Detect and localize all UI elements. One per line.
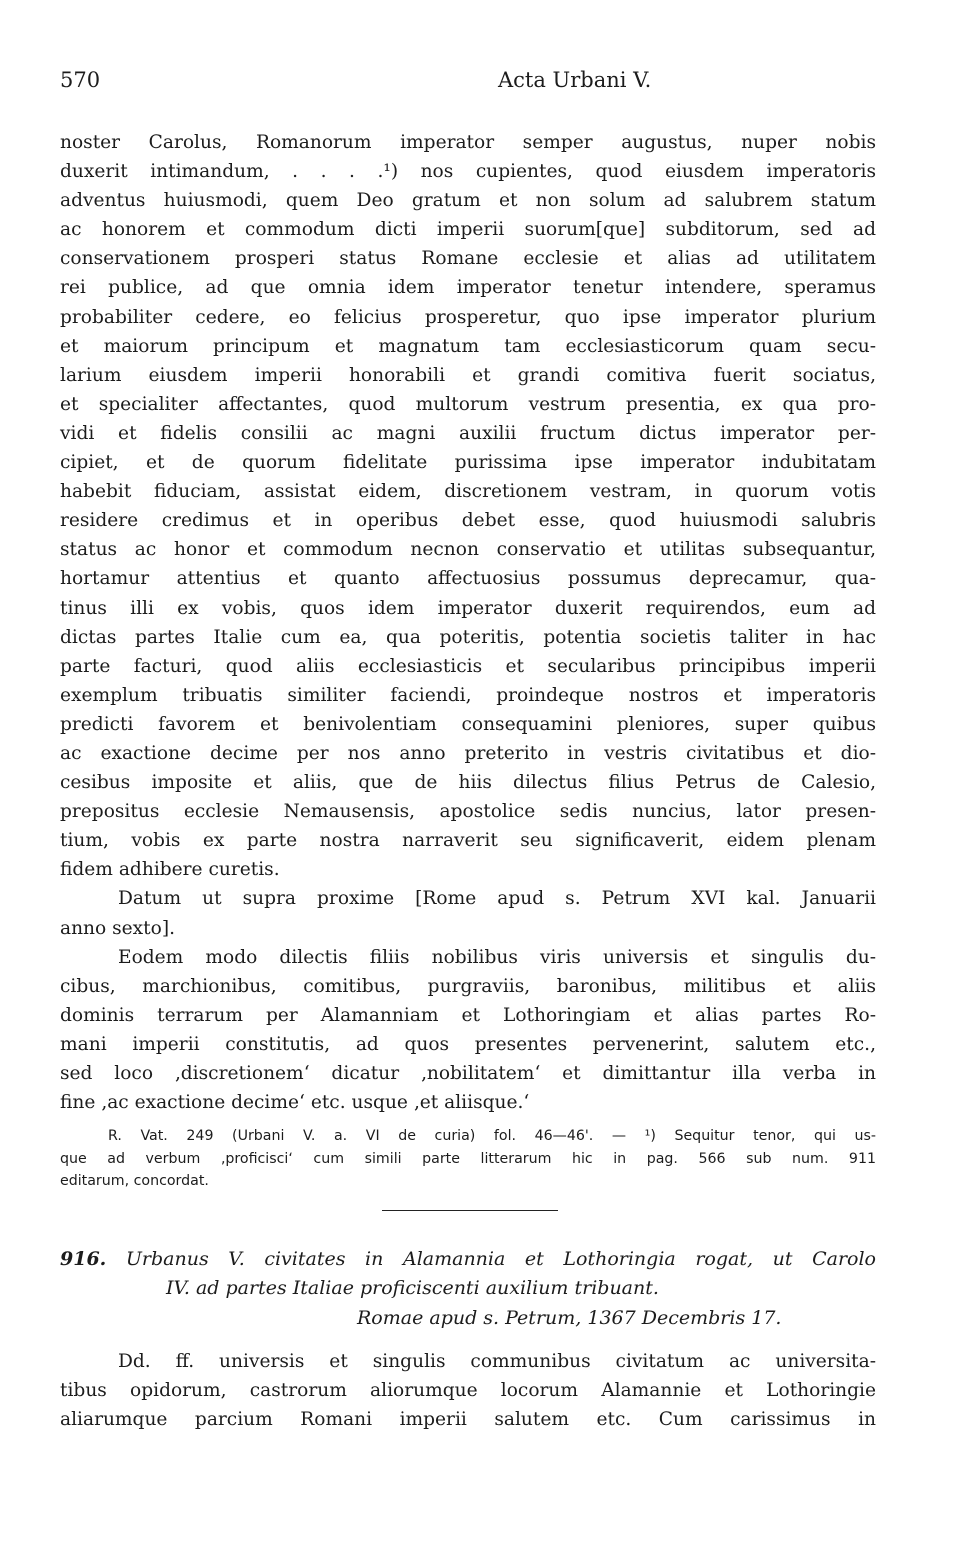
text-line: status ac honor et commodum necnon conservatio et utilitas subsequantur, bbox=[60, 539, 876, 561]
text-line: cesibus imposite et aliis, que de hiis dilectus filius Petrus de Calesio, bbox=[60, 772, 876, 794]
text-line: tium, vobis ex parte nostra narraverit seu significaverit, eidem plenam bbox=[60, 830, 876, 852]
text-line: parte facturi, quod aliis ecclesiasticis et secularibus principibus imperii bbox=[60, 655, 876, 677]
text-line: et maiorum principum et magnatum tam ecclesiasticorum quam secu- bbox=[60, 335, 876, 357]
text-line: predicti favorem et benivolentiam consequamini pleniores, super quibus bbox=[60, 713, 876, 735]
footnote bbox=[60, 1125, 876, 1193]
entry-heading-line-2: IV. ad partes Italiae proficiscenti auxilium tribuant. bbox=[166, 1277, 659, 1300]
text-line: et specialiter affectantes, quod multorum vestrum presentia, ex qua pro- bbox=[60, 393, 876, 415]
running-title: Acta Urbani V. bbox=[498, 68, 652, 92]
text-line: anno sexto]. bbox=[60, 917, 176, 939]
text-line: Eodem modo dilectis filiis nobilibus viris universis et singulis du- bbox=[118, 946, 876, 968]
text-line: fine ‚ac exactione decime‘ etc. usque ‚et aliisque.‘ bbox=[60, 1092, 530, 1114]
text-line: duxerit intimandum, . . . .¹) nos cupientes, quod eiusdem imperatoris bbox=[60, 161, 876, 183]
entry-text bbox=[60, 1347, 876, 1434]
section-divider bbox=[382, 1210, 558, 1211]
text-line: ac honorem et commodum dicti imperii suorum[que] subditorum, sed ad bbox=[60, 219, 876, 241]
entry-heading-line-1 bbox=[60, 1245, 876, 1275]
text-body bbox=[60, 128, 876, 1434]
text-line: probabiliter cedere, eo felicius prosperetur, quo ipse imperator plurium bbox=[60, 306, 876, 328]
text-line: fidem adhibere curetis. bbox=[60, 859, 280, 881]
text-line: que ad verbum ‚proficisci‘ cum simili parte litterarum hic in pag. 566 sub num. 911 bbox=[60, 1150, 876, 1167]
text-line: larium eiusdem imperii honorabili et grandi comitiva fuerit sociatus, bbox=[60, 364, 876, 386]
text-line: residere credimus et in operibus debet esse, quod huiusmodi salubris bbox=[60, 510, 876, 532]
text-line: dominis terrarum per Alamanniam et Lothoringiam et alias partes Ro- bbox=[60, 1004, 876, 1026]
page-number: 570 bbox=[60, 68, 101, 92]
text-line: aliarumque parcium Romani imperii salutem etc. Cum carissimus in bbox=[60, 1409, 876, 1431]
entry-number: 916. bbox=[60, 1247, 107, 1270]
text-line: ac exactione decime per nos anno preterito in vestris civitatibus et dio- bbox=[60, 742, 876, 764]
entry-heading-text: Urbanus V. civitates in Alamannia et Lothoringia rogat, ut Carolo bbox=[125, 1247, 876, 1270]
text-line: mani imperii constitutis, ad quos presentes pervenerint, salutem etc., bbox=[60, 1033, 876, 1055]
text-line: habebit fiduciam, assistat eidem, discretionem vestram, in quorum votis bbox=[60, 481, 876, 503]
text-line: editarum, concordat. bbox=[60, 1173, 209, 1190]
main-text bbox=[60, 128, 876, 1117]
text-line: vidi et fidelis consilii ac magni auxilii fructum dictus imperator per- bbox=[60, 422, 876, 444]
text-line: conservationem prosperi status Romane ecclesie et alias ad utilitatem bbox=[60, 248, 876, 270]
text-line: sed loco ‚discretionem‘ dicatur ‚nobilitatem‘ et dimittantur illa verba in bbox=[60, 1063, 876, 1084]
text-line: tinus illi ex vobis, quos idem imperator duxerit requirendos, eum ad bbox=[60, 597, 876, 619]
text-line: prepositus ecclesie Nemausensis, apostolice sedis nuncius, lator presen- bbox=[60, 801, 876, 823]
text-line: Dd. ff. universis et singulis communibus civitatum ac universita- bbox=[118, 1351, 876, 1373]
text-line: Datum ut supra proxime [Rome apud s. Petrum XVI kal. Januarii bbox=[118, 888, 876, 910]
text-line: exemplum tribuatis similiter faciendi, proindeque nostros et imperatoris bbox=[60, 684, 876, 706]
text-line: hortamur attentius et quanto affectuosius possumus deprecamur, qua- bbox=[60, 568, 876, 590]
text-line: noster Carolus, Romanorum imperator semper augustus, nuper nobis bbox=[60, 132, 876, 153]
text-line: R. Vat. 249 (Urbani V. a. VI de curia) fol. 46—46'. — ¹) Sequitur tenor, qui us- bbox=[108, 1128, 876, 1145]
running-head bbox=[60, 68, 876, 100]
text-line: rei publice, ad que omnia idem imperator tenetur intendere, speramus bbox=[60, 277, 876, 299]
entry-heading bbox=[60, 1245, 876, 1334]
text-line: tibus opidorum, castrorum aliorumque locorum Alamannie et Lothoringie bbox=[60, 1380, 876, 1402]
text-line: dictas partes Italie cum ea, qua poteritis, potentia societis taliter in hac bbox=[60, 626, 876, 648]
entry-place-date: Romae apud s. Petrum, 1367 Decembris 17. bbox=[357, 1306, 782, 1329]
text-line: cibus, marchionibus, comitibus, purgraviis, baronibus, militibus et aliis bbox=[60, 975, 876, 997]
text-line: cipiet, et de quorum fidelitate purissima ipse imperator indubitatam bbox=[60, 452, 876, 474]
text-line: adventus huiusmodi, quem Deo gratum et non solum ad salubrem statum bbox=[60, 190, 876, 212]
